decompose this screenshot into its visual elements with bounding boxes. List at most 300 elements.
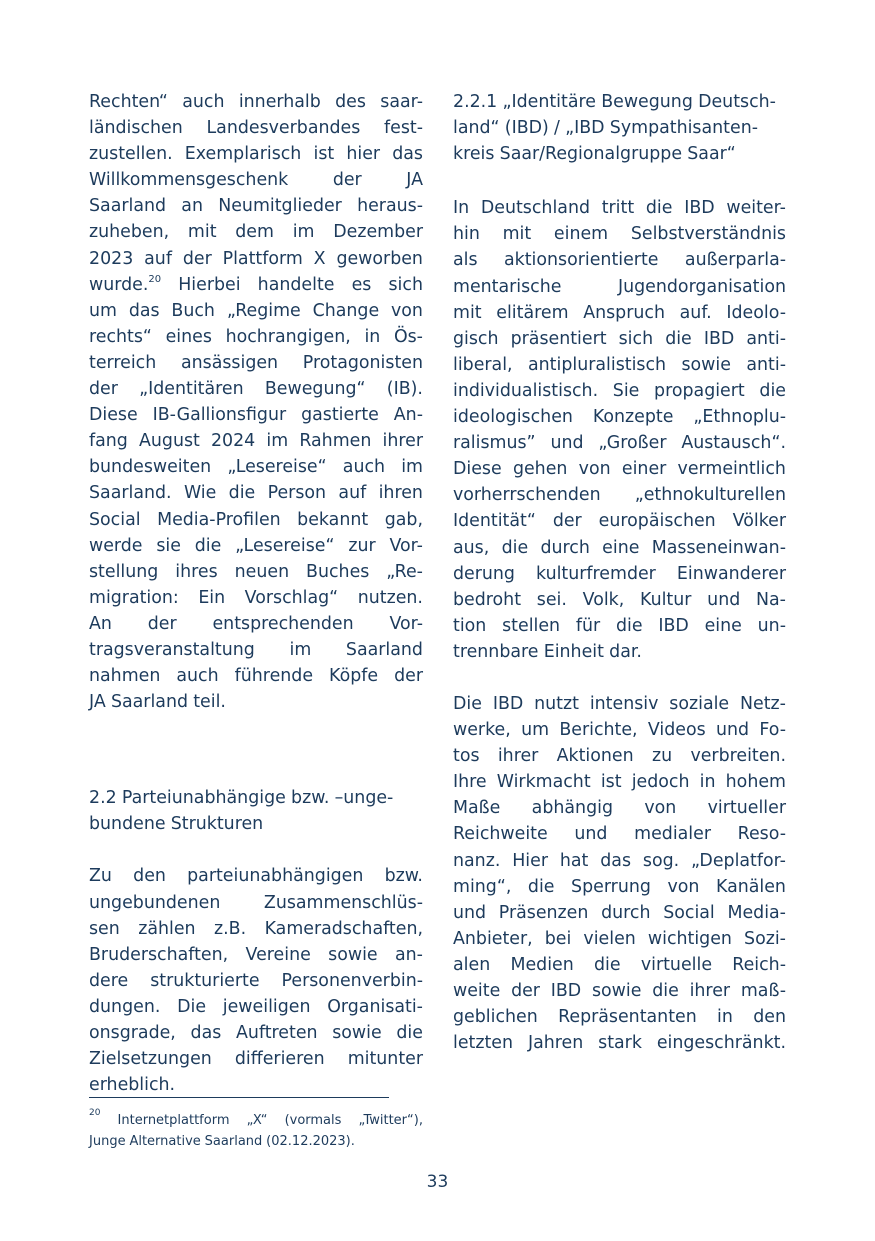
word: Kanälen [715, 876, 786, 897]
word: onsgrade, [89, 1023, 176, 1043]
word: soziale [669, 693, 730, 714]
text-line [453, 821, 786, 847]
word: jedoch [631, 772, 690, 793]
word: Vor- [389, 613, 423, 634]
word: durch [540, 537, 590, 558]
word: liberal, [453, 354, 513, 375]
word: rechts“ [89, 326, 152, 347]
word: „Lesereise“ [227, 457, 327, 478]
text-line [89, 533, 423, 559]
footnote [89, 1107, 423, 1152]
word: Person [267, 483, 327, 504]
word: Vor- [389, 535, 423, 556]
word: im [289, 639, 312, 660]
word: eine [602, 537, 640, 558]
text-line [89, 298, 423, 324]
word: zählen [138, 918, 196, 939]
word: bedroht [453, 589, 522, 610]
word: Reso- [737, 824, 786, 845]
word: Maße [453, 798, 501, 819]
word: anti- [746, 328, 786, 349]
word: Volk, [582, 589, 625, 610]
word: als [453, 250, 478, 271]
word: sie [156, 535, 181, 556]
word: von [391, 300, 423, 321]
text-line [453, 274, 786, 300]
word: Ös- [393, 326, 423, 347]
word: Willkommensgeschenk [89, 170, 289, 191]
text-line [453, 926, 786, 952]
word: ming“, [453, 876, 512, 897]
word: sowie [328, 944, 378, 965]
word: An [89, 613, 112, 634]
word: hat [559, 850, 589, 871]
word: ihres [175, 561, 218, 582]
footnote-lines [89, 1107, 423, 1152]
text-line [89, 1046, 423, 1072]
word: innerhalb [238, 92, 321, 112]
word: un- [757, 615, 786, 636]
word: sich [388, 274, 423, 295]
word: Vorschlag“ [244, 587, 339, 608]
word: Kultur [640, 589, 692, 610]
word: Plattform [222, 248, 303, 269]
word: den [753, 1007, 786, 1028]
word: gisch [453, 328, 499, 349]
word: im [266, 431, 289, 452]
word: Kameradschaften, [264, 918, 423, 939]
text-line [89, 968, 423, 994]
footnote-number: 20 [89, 1107, 101, 1118]
word: An- [393, 405, 423, 426]
text-line [89, 141, 423, 167]
word: außerparla- [684, 250, 786, 271]
text-line [89, 193, 423, 219]
word: Saarland [204, 1134, 263, 1149]
word: ihrer [689, 981, 731, 1001]
word: Selbstverständnis [630, 224, 786, 245]
word: hohem [725, 772, 786, 793]
word: dere [89, 970, 129, 991]
text-line [453, 300, 786, 326]
word: Rechten“ [89, 92, 168, 112]
word: Saar/Regionalgruppe [499, 144, 683, 165]
word: des [335, 92, 366, 112]
text-line [89, 1131, 423, 1152]
word: Deutschland [480, 198, 590, 219]
word: stark [598, 1033, 642, 1054]
word: Wie [183, 483, 217, 504]
word: durch [601, 902, 651, 923]
word: ideologischen [453, 407, 573, 428]
word: Wirkmacht [496, 772, 591, 793]
word: auch [176, 666, 219, 687]
text-line [89, 428, 423, 454]
word: maß- [740, 981, 786, 1001]
word: die [615, 615, 643, 636]
word: Aktionen [556, 746, 634, 767]
word: Internetplattform [117, 1113, 230, 1128]
text-line [89, 89, 423, 115]
word: der [394, 666, 423, 687]
word: dar. [609, 641, 642, 662]
word: in [699, 772, 716, 793]
word: Buches [306, 561, 370, 582]
text-line [89, 1072, 423, 1098]
word: Einwanderer [676, 563, 786, 584]
word: bei [544, 928, 572, 949]
text-line [89, 272, 423, 298]
word: Hier [512, 850, 548, 871]
word: Anspruch [583, 302, 665, 323]
text-line [89, 1020, 423, 1046]
word: hier [346, 144, 381, 165]
word: JA [406, 170, 423, 191]
word: land“ [453, 118, 500, 139]
text-line [453, 613, 786, 639]
word: vermeintlich [677, 459, 786, 480]
word: aus, [453, 537, 490, 558]
word: mitunter [347, 1049, 423, 1070]
text-line [453, 326, 786, 352]
word: Reichweite [453, 824, 548, 845]
word: die [501, 537, 529, 558]
word: handelte [257, 274, 335, 295]
text-line [453, 769, 786, 795]
word: (02.12.2023). [266, 1134, 355, 1149]
word: um [521, 720, 550, 741]
word: differieren [234, 1049, 325, 1070]
word: „Großer [598, 433, 667, 454]
word: zu [651, 746, 673, 767]
word: Videos [647, 720, 706, 741]
word: Köpfe [329, 666, 379, 687]
word: Ein [198, 587, 226, 608]
word: Rahmen [299, 431, 372, 452]
word: in [717, 1007, 733, 1028]
word: sog. [642, 850, 680, 871]
word: weiter- [726, 198, 786, 219]
text-line [453, 874, 786, 900]
word: Saarland [345, 639, 423, 660]
word: Zielsetzungen [89, 1049, 212, 1070]
word: sowie [681, 354, 731, 375]
word: einer [621, 459, 667, 480]
word: –unge- [334, 788, 394, 809]
word: eines [165, 326, 212, 347]
word: Ihre [453, 772, 487, 793]
word: letzten [453, 1033, 514, 1054]
word: saar- [380, 92, 423, 112]
word: gastierte [301, 405, 379, 426]
word: Media- [727, 902, 786, 923]
text-line [89, 811, 423, 837]
word: bekannt [297, 509, 369, 530]
word: medialer [634, 824, 711, 845]
word: z.B. [214, 918, 247, 939]
word: Alternative [129, 1134, 201, 1149]
word: „Lesereise“ [235, 535, 335, 556]
word: Neumitglieder [218, 196, 342, 217]
word: Reich- [732, 954, 786, 975]
word: Anbieter, [453, 928, 533, 949]
word: Hierbei [178, 274, 241, 295]
word: gab, [384, 509, 423, 530]
word: Berichte, [559, 720, 638, 741]
word: die [594, 954, 621, 975]
footnote-divider [89, 1097, 389, 1098]
word: das [190, 1023, 222, 1043]
word: mit [187, 222, 217, 243]
word: von [667, 876, 700, 897]
word: wurde.$^{20}$ [89, 273, 162, 295]
word: Junge [89, 1134, 126, 1149]
word: Zusammenschlüs- [263, 892, 423, 913]
word: sen [89, 918, 120, 939]
word: auch [182, 92, 225, 112]
word: auf [338, 483, 367, 504]
text-line [89, 376, 423, 402]
word: ralismus” [453, 433, 536, 454]
word: Social [89, 509, 141, 530]
text-line [89, 324, 423, 350]
word: geblichen [453, 1007, 538, 1028]
word: mentarische [453, 276, 562, 297]
word: Netz- [740, 693, 786, 714]
word: sich [618, 328, 654, 349]
word: Medien [510, 954, 574, 975]
word: Organisati- [327, 996, 423, 1017]
word: gehen [512, 459, 568, 480]
word: Saarland. [89, 483, 172, 504]
text-line [89, 167, 423, 193]
word: Diese [453, 459, 502, 480]
word: an [181, 196, 203, 217]
word: derung [453, 563, 515, 584]
word: weite [453, 981, 501, 1001]
word: tion [453, 615, 487, 636]
word: antipluralistisch [528, 354, 667, 375]
word: „IBD [565, 118, 605, 139]
word: virtuelle [640, 954, 713, 975]
word: entsprechenden [212, 613, 354, 634]
text-line [89, 994, 423, 1020]
text-line [453, 352, 786, 378]
word: einem [553, 224, 609, 245]
word: an- [395, 944, 423, 965]
word: kulturfremder [536, 563, 656, 584]
text-line [453, 247, 786, 273]
word: sowie [591, 981, 642, 1001]
word: trennbare [453, 641, 539, 662]
word: Dezember [333, 222, 423, 243]
word: mit [502, 224, 532, 245]
text-line [453, 561, 786, 587]
word: IBD [703, 328, 735, 349]
text-line [453, 89, 786, 115]
word: stellen [502, 615, 561, 636]
word: von [644, 798, 677, 819]
text-line [453, 743, 786, 769]
word: Die [453, 693, 482, 714]
word: IBD [658, 615, 689, 636]
word: in [364, 326, 381, 347]
word: der [89, 379, 118, 400]
word: Jugendorganisation [617, 276, 786, 297]
text-line [89, 585, 423, 611]
word: auf. [679, 302, 712, 323]
word: „Identitäre [502, 92, 596, 112]
paragraph [453, 691, 786, 1056]
text-line [89, 689, 423, 715]
word: Media-Profilen [157, 509, 281, 530]
word: 2023 [89, 248, 134, 269]
word: ländischen [89, 118, 183, 139]
word: „Re- [386, 561, 423, 582]
text-line [453, 900, 786, 926]
word: Einheit [543, 641, 604, 662]
word: (IBD) [504, 118, 549, 139]
word: Na- [756, 589, 786, 610]
word: Protagonisten [302, 352, 423, 373]
word: dem [235, 222, 274, 243]
word: „Identitären [139, 379, 244, 400]
text-line [453, 195, 786, 221]
word: ihrer [382, 431, 423, 452]
word: werke, [453, 720, 511, 741]
word: geworben [336, 248, 423, 269]
text-line [89, 507, 423, 533]
word: mit [453, 302, 482, 323]
text-line [453, 952, 786, 978]
word: und [574, 824, 608, 845]
word: Jahren [527, 1033, 584, 1054]
word: / [554, 118, 560, 139]
word: IBD [550, 981, 582, 1001]
text-line [89, 219, 423, 245]
word: terreich [89, 352, 157, 373]
word: europäischen [598, 511, 716, 532]
text-line [453, 430, 786, 456]
text-line [89, 785, 423, 811]
text-line [89, 246, 423, 272]
word: Social [663, 902, 715, 923]
text-line [453, 691, 786, 717]
word: IB-Gallionsfigur [152, 405, 287, 426]
text-line [89, 350, 423, 376]
text-line [453, 404, 786, 430]
word: Masseneinwan- [651, 537, 786, 558]
word: das [392, 144, 423, 165]
word: propagiert [654, 380, 745, 401]
word: werde [89, 535, 143, 556]
word: stellung [89, 561, 159, 582]
word: tragsveranstaltung [89, 639, 255, 660]
word: bzw. [291, 788, 330, 809]
word: den [133, 866, 166, 887]
word: im [292, 222, 315, 243]
word: Sozi- [744, 928, 786, 949]
text-line [89, 611, 423, 637]
word: alen [453, 954, 491, 975]
word: heraus- [357, 196, 423, 217]
word: zur [348, 535, 376, 556]
word: es [351, 274, 372, 295]
text-line [453, 221, 786, 247]
word: Personenverbin- [281, 970, 423, 991]
word: und [707, 589, 741, 610]
word: fest- [384, 118, 423, 139]
text-line [453, 1030, 786, 1056]
word: und [550, 433, 584, 454]
word: teil. [193, 692, 226, 713]
text-line [453, 535, 786, 561]
word: Strukturen [170, 814, 264, 835]
text-line [453, 456, 786, 482]
word: ist [600, 772, 622, 793]
text-line [453, 587, 786, 613]
word: zuheben, [89, 222, 170, 243]
text-line [89, 863, 423, 889]
word: aktionsorientierte [504, 250, 659, 271]
text-line [453, 848, 786, 874]
word: bundesweiten [89, 457, 212, 478]
word: Zu [89, 866, 112, 887]
word: 2.2.1 [453, 92, 498, 112]
word: die [194, 535, 222, 556]
paragraph [89, 89, 423, 715]
word: Landesverbandes [206, 118, 361, 139]
text-line [453, 115, 786, 141]
word: Bewegung“ [264, 379, 366, 400]
word: dungen. [89, 996, 161, 1017]
word: Deutsch- [698, 92, 776, 112]
word: die [396, 1023, 423, 1043]
word: der [182, 248, 212, 269]
word: ist [313, 144, 335, 165]
word: Sie [612, 380, 640, 401]
word: eingeschränkt. [656, 1033, 786, 1054]
paragraph [453, 195, 786, 665]
word: der [511, 981, 540, 1001]
word: ihrer [497, 746, 539, 767]
word: Vereine [245, 944, 311, 965]
word: „ethnokulturellen [634, 485, 786, 506]
word: virtueller [707, 798, 786, 819]
word: hin [453, 224, 480, 245]
word: „Regime [226, 300, 301, 321]
word: (vormals [284, 1113, 342, 1128]
word: die [759, 380, 786, 401]
word: kreis [453, 144, 495, 165]
text-line [89, 916, 423, 942]
word: von [578, 459, 611, 480]
word: ungebundenen [89, 892, 221, 913]
word: der [552, 511, 582, 532]
word: Buch [171, 300, 215, 321]
text-line [453, 1004, 786, 1030]
word: „Ethnoplu- [693, 407, 786, 428]
word: Exemplarisch [184, 144, 302, 165]
word: eine [704, 615, 742, 636]
word: Parteiunabhängige [121, 788, 286, 809]
word: verbreiten. [690, 746, 786, 767]
text-line [453, 508, 786, 534]
word: der [332, 170, 362, 191]
word: um [89, 300, 117, 321]
text-line [453, 639, 786, 665]
word: „X“ [246, 1113, 268, 1128]
